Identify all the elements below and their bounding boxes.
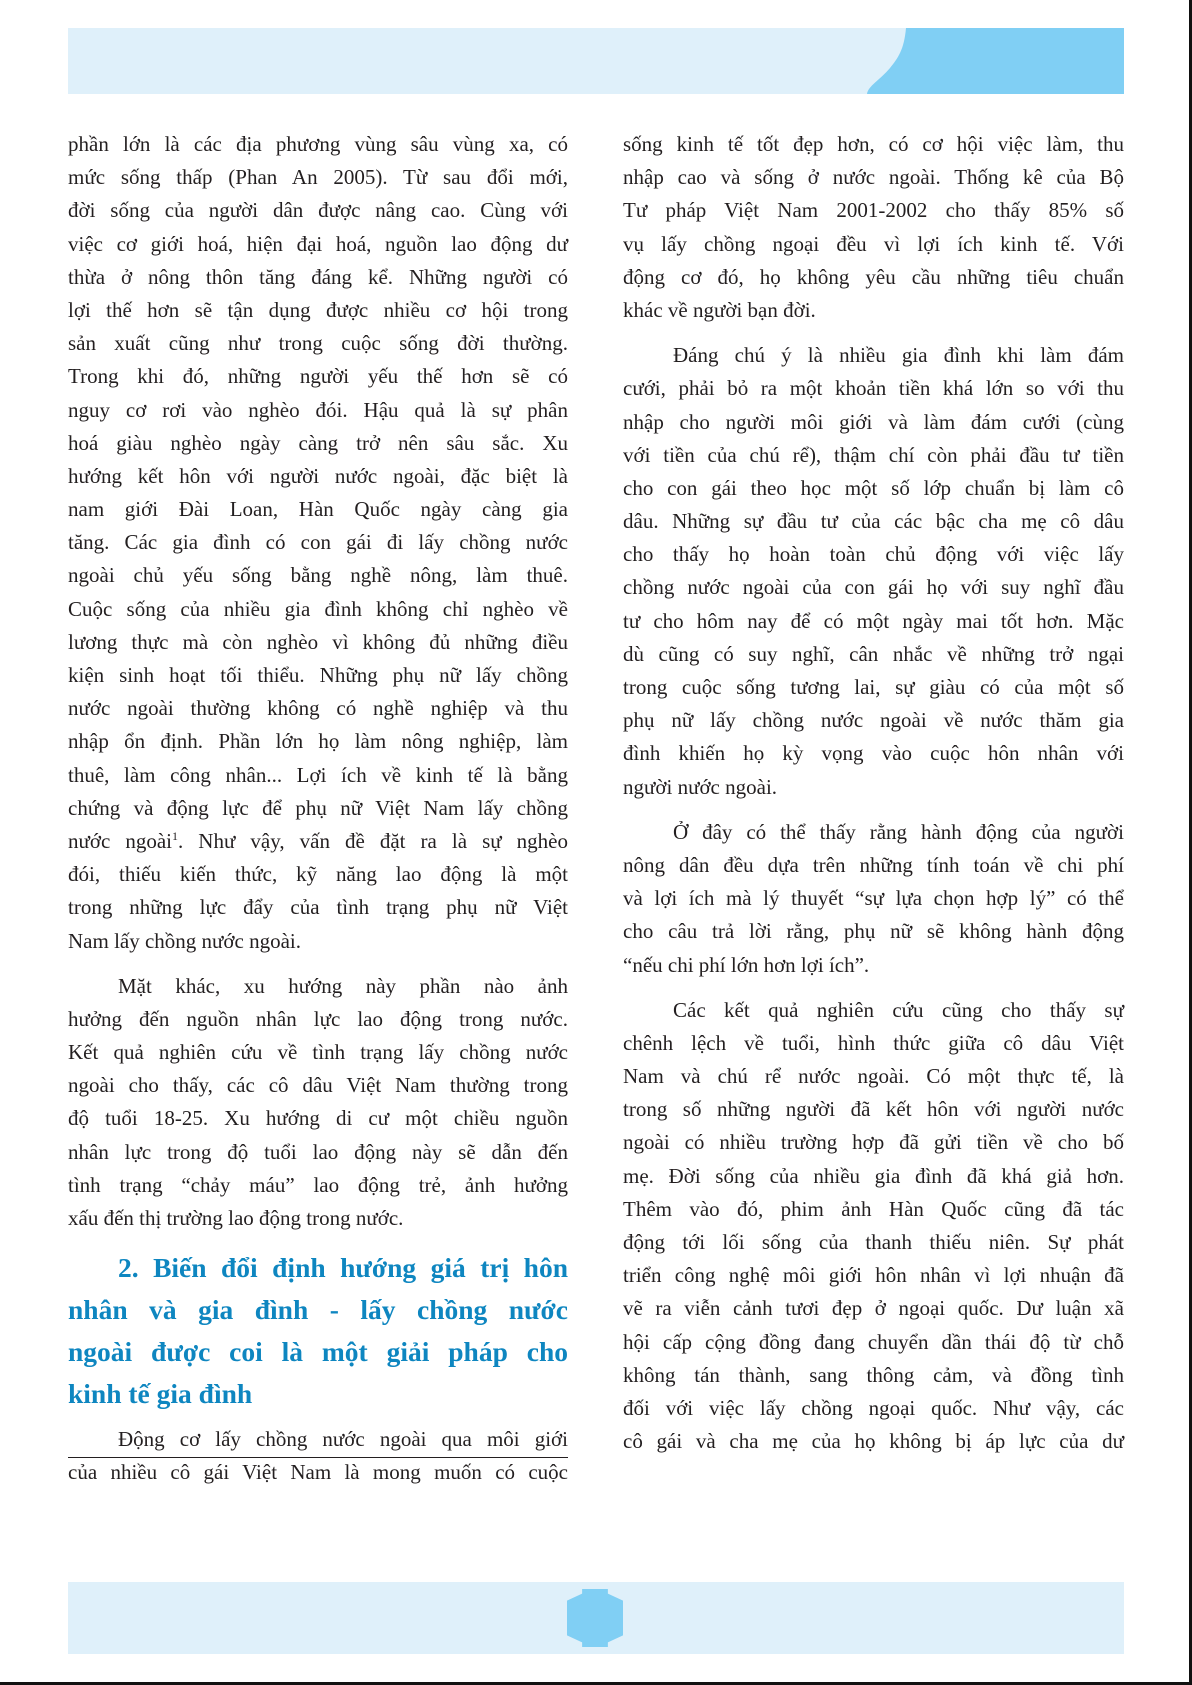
footnote-separator-rule [68,1457,568,1458]
text-line: nước ngoài thường không có nghề nghiệp và thu [68,696,568,721]
text-line: độ tuổi 18-25. Xu hướng di cư một chiều nguồn [68,1106,568,1131]
text-line: hướng kết hôn với người nước ngoài, đặc biệt là [68,463,568,488]
text-line: chồng nước ngoài của con gái họ với suy nghĩ đầu [623,575,1124,600]
text-line: nông dân đều dựa trên những tính toán về chi phí [623,852,1124,877]
text-line: không tán thành, sang thông cảm, và đồng tình [623,1362,1124,1387]
text-line: hoá giàu nghèo ngày càng trở nên sâu sắc. Xu [68,430,568,455]
text-line: nhập ổn định. Phần lớn họ làm nông nghiệp, làm [68,729,568,754]
text-line: đói, thiếu kiến thức, kỹ năng lao động là một [68,862,568,887]
paragraph [68,128,568,958]
text-line: cô gái và cha mẹ của họ không bị áp lực của dư [623,1429,1124,1454]
footer-band [68,1582,1124,1654]
text-line: việc cơ giới hoá, hiện đại hoá, nguồn lao động dư [68,231,568,256]
text-line: mẹ. Đời sống của nhiều gia đình đã khá giả hơn. [623,1163,1124,1188]
text-line: Trong khi đó, những người yếu thế hơn sẽ có [68,364,568,389]
text-line: cho câu trả lời rằng, phụ nữ sẽ không hành động [623,919,1124,944]
text-line: đối với việc lấy chồng ngoại quốc. Như vậy, các [623,1395,1124,1420]
text-line: đời sống của người dân được nâng cao. Cùng với [68,198,568,223]
heading-line: nhân và gia đình - lấy chồng nước [68,1294,568,1326]
right-column [623,128,1124,1470]
paragraph [623,816,1124,982]
text-line: động cơ đó, họ không yêu cầu những tiêu chuẩn [623,264,1124,289]
page-number-octagon-icon [567,1589,623,1647]
text-line: Các kết quả nghiên cứu cũng cho thấy sự [673,997,1124,1022]
text-line: nhân lực trong độ tuổi lao động này sẽ dẫn đến [68,1139,568,1164]
text-line: dâu. Những sự đầu tư của các bậc cha mẹ cô dâu [623,509,1124,534]
text-line: Mặt khác, xu hướng này phần nào ảnh [118,973,568,998]
text-line: ngoài cho thấy, các cô dâu Việt Nam thường trong [68,1073,568,1098]
header-band-accent-shape [867,28,1124,94]
text-line: thuê, làm công nhân... Lợi ích về kinh tế là bằng [68,762,568,787]
text-line: động tới lối sống của thanh thiếu niên. Sự phát [623,1230,1124,1254]
text-line: nước ngoài$^1$. Như vậy, vấn đề đặt ra là sự nghèo [68,828,568,853]
text-line: khác về người bạn đời. [623,297,816,322]
text-line: trong những lực đẩy của tình trạng phụ nữ Việt [68,895,568,920]
text-line: trong cuộc sống tương lai, sự giàu có của một số [623,675,1124,699]
text-line: Nam và chú rể nước ngoài. Có một thực tế, là [623,1064,1124,1089]
text-line: Động cơ lấy chồng nước ngoài qua môi giới [118,1427,568,1452]
text-line: trong số những người đã kết hôn với người nước [623,1097,1124,1122]
text-line: chứng và động lực để phụ nữ Việt Nam lấy chồng [68,795,568,820]
text-line: chênh lệch về tuổi, hình thức giữa cô dâu Việt [623,1030,1124,1055]
text-line: tăng. Các gia đình có con gái đi lấy chồng nước [68,530,568,555]
text-line: nhập cho người môi giới và làm đám cưới (cùng [623,409,1124,434]
text-line: đình khiến họ kỳ vọng vào cuộc hôn nhân với [623,741,1124,766]
text-line: ngoài có nhiều trường hợp đã gửi tiền về cho bố [623,1130,1124,1155]
text-line: sống kinh tế tốt đẹp hơn, có cơ hội việc làm, thu [623,132,1124,156]
text-line: tình trạng “chảy máu” lao động trẻ, ảnh hưởng [68,1172,568,1197]
text-line: Tư pháp Việt Nam 2001-2002 cho thấy 85% số [623,198,1124,223]
text-line: ngoài chủ yếu sống bằng nghề nông, làm thuê. [68,563,568,588]
text-line: lương thực mà còn nghèo vì không đủ những điều [68,629,568,654]
text-line: của nhiều cô gái Việt Nam là mong muốn có cuộc [68,1460,568,1485]
text-line: Kết quả nghiên cứu về tình trạng lấy chồng nước [68,1040,568,1065]
text-line: Thêm vào đó, phim ảnh Hàn Quốc cũng đã tác [623,1196,1124,1221]
text-line: lợi thế hơn sẽ tận dụng được nhiều cơ hội trong [68,297,568,322]
text-line: cho thấy họ hoàn toàn chủ động với việc lấy [623,542,1124,567]
heading-line: 2. Biến đổi định hướng giá trị hôn [118,1252,568,1284]
footnote-marker: 1 [172,828,179,843]
paragraph [623,994,1124,1459]
paragraph [623,128,1124,327]
text-line: Đáng chú ý là nhiều gia đình khi làm đám [673,343,1124,368]
section-heading [68,1247,568,1415]
text-line: vẽ ra viễn cảnh tươi đẹp ở ngoại quốc. Dư luận xã [623,1296,1124,1321]
heading-line: ngoài được coi là một giải pháp cho [68,1336,568,1368]
left-column [68,128,568,1502]
text-line: vụ lấy chồng ngoại đều vì lợi ích kinh tế. Với [623,231,1124,256]
heading-line: kinh tế gia đình [68,1378,253,1410]
text-line: nhập cao và sống ở nước ngoài. Thống kê của Bộ [623,165,1124,190]
text-line: nam giới Đài Loan, Hàn Quốc ngày càng gia [68,497,568,522]
text-line: với tiền của chú rể), thậm chí còn phải đầu tư tiền [623,442,1124,467]
text-line: Ở đây có thể thấy rằng hành động của người [673,819,1124,844]
text-line: kiện sinh hoạt tối thiểu. Những phụ nữ lấy chồng [68,663,568,687]
text-line: mức sống thấp (Phan An 2005). Từ sau đổi mới, [68,165,568,190]
text-line: thừa ở nông thôn tăng đáng kể. Những người có [68,264,568,289]
paragraph [623,339,1124,804]
paragraph [68,970,568,1236]
text-line: phụ nữ lấy chồng nước ngoài về nước thăm gia [623,708,1124,733]
text-line: triển công nghệ môi giới hôn nhân vì lợi nhuận đã [623,1263,1124,1288]
text-line: tư cho hôm nay để có một ngày mai tốt hơn. Mặc [623,608,1124,633]
text-line: Nam lấy chồng nước ngoài. [68,928,302,953]
text-line: phần lớn là các địa phương vùng sâu vùng xa, có [68,132,568,156]
text-line: người nước ngoài. [623,774,778,799]
text-line: Cuộc sống của nhiều gia đình không chỉ nghèo về [68,596,568,621]
text-line: hưởng đến nguồn nhân lực lao động trong nước. [68,1006,568,1031]
text-line: nguy cơ rơi vào nghèo đói. Hậu quả là sự phân [68,397,568,422]
text-line: xấu đến thị trường lao động trong nước. [68,1206,404,1230]
text-line: sản xuất cũng như trong cuộc sống đời thường. [68,331,568,356]
text-line: dù cũng có suy nghĩ, cân nhắc về những trở ngại [623,641,1124,666]
text-line: và lợi ích mà lý thuyết “sự lựa chọn hợp lý” có thể [623,886,1124,911]
text-line: cưới, phải bỏ ra một khoản tiền khá lớn so với thu [623,376,1124,401]
text-line: hội cấp cộng đồng đang chuyển dần thái độ từ chỗ [623,1329,1124,1354]
header-band [68,28,1124,94]
text-line: “nếu chi phí lớn hơn lợi ích”. [623,952,870,977]
text-line: cho con gái theo học một số lớp chuẩn bị làm cô [623,475,1124,500]
